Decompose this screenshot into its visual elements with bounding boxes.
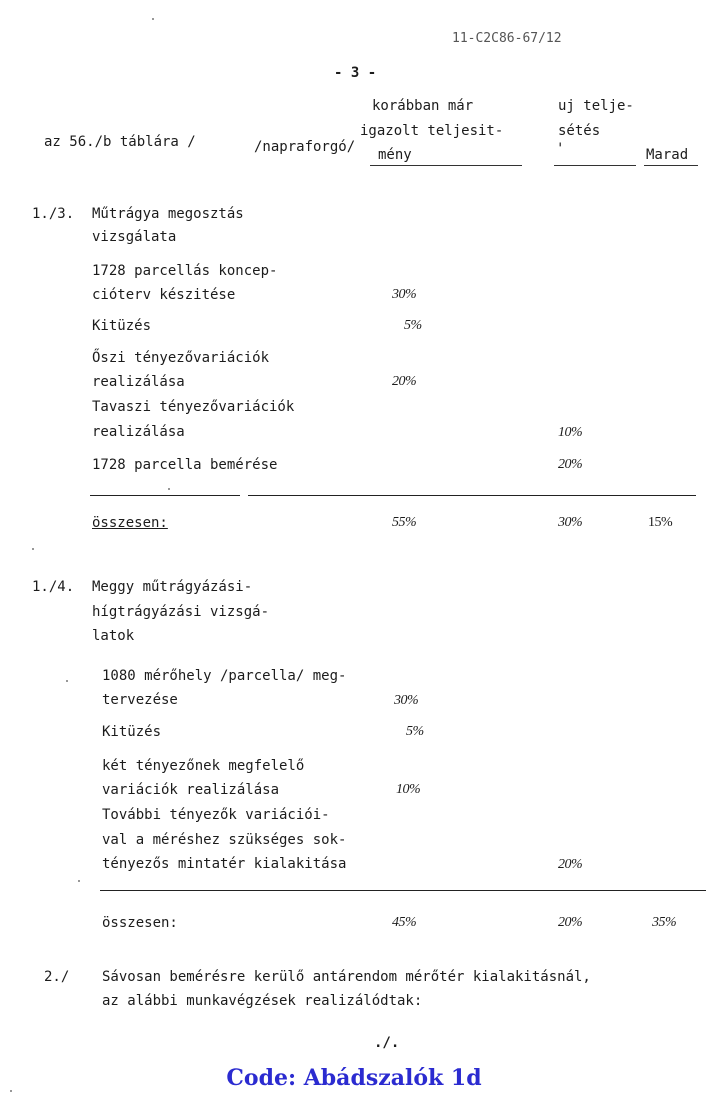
table-row-label: tényezős mintatér kialakitása [102, 856, 347, 872]
scan-speck [78, 880, 80, 882]
col-new-line-1: uj telje- [558, 98, 634, 114]
row-new-value: 20% [558, 457, 583, 472]
section-1-3-total-previous: 55% [392, 515, 417, 530]
section-1-3-total-rule [90, 495, 240, 496]
scan-speck [66, 680, 68, 682]
col-remaining-underline [644, 165, 698, 166]
section-1-3-total-new: 30% [558, 515, 583, 530]
table-row-label: két tényezőnek megfelelő [102, 758, 305, 774]
table-reference: az 56./b táblára / [44, 134, 196, 150]
section-1-4-title: hígtrágyázási vizsgá- [92, 604, 270, 620]
section-2-text: az alábbi munkavégzések realizálódtak: [102, 993, 423, 1009]
table-row-label: 1728 parcellás koncep- [92, 263, 278, 279]
section-1-4-total-remaining: 35% [652, 915, 677, 930]
col-remaining-header: Marad [646, 147, 689, 163]
table-row-label: 1080 mérőhely /parcella/ meg- [102, 668, 347, 684]
col-new-line-3: ' [556, 141, 565, 157]
scan-speck [32, 548, 34, 550]
section-2-text: Sávosan bemérésre kerülő antárendom mérőtér kialakitásnál, [102, 969, 591, 985]
table-row-label: cióterv készitése [92, 287, 236, 303]
row-previous-value: 5% [404, 318, 422, 333]
section-1-4-number: 1./4. [32, 579, 75, 595]
table-row-label: tervezése [102, 692, 178, 708]
continuation-mark: ./. [374, 1035, 400, 1051]
reference-number: 11-C2C86-67/12 [452, 31, 562, 46]
table-row-label: variációk realizálása [102, 782, 280, 798]
table-row-label: Őszi tényezővariációk [92, 350, 270, 366]
section-1-3-total-remaining: 15% [648, 515, 673, 530]
row-new-value: 10% [558, 425, 583, 440]
table-row-label: Kitüzés [92, 318, 152, 334]
section-1-3-total-rule [248, 495, 696, 496]
table-row-label: Tavaszi tényezővariációk [92, 399, 295, 415]
row-new-value: 20% [558, 857, 583, 872]
table-row-label: realizálása [92, 424, 185, 440]
scan-speck [10, 1090, 12, 1092]
section-1-4-total-previous: 45% [392, 915, 417, 930]
col-previous-line-2: igazolt teljesit- [360, 123, 504, 139]
section-1-3-total-label: összesen: [92, 515, 168, 531]
scan-speck [152, 18, 154, 20]
table-row-label: Kitüzés [102, 724, 162, 740]
scan-speck [168, 488, 170, 490]
section-1-4-total-rule [100, 890, 706, 891]
table-row-label: További tényezők variációi- [102, 807, 330, 823]
table-row-label: 1728 parcella bemérése [92, 457, 278, 473]
row-previous-value: 20% [392, 374, 417, 389]
row-previous-value: 30% [392, 287, 417, 302]
code-label: Code: Abádszalók 1d [226, 1065, 482, 1091]
section-1-4-title: latok [92, 628, 135, 644]
page-number: - 3 - [334, 65, 377, 81]
table-row-label: val a méréshez szükséges sok- [102, 832, 347, 848]
section-1-4-title: Meggy műtrágyázási- [92, 579, 253, 595]
col-new-underline [554, 165, 636, 166]
row-previous-value: 30% [394, 693, 419, 708]
col-previous-line-3: mény [378, 147, 412, 163]
table-row-label: realizálása [92, 374, 185, 390]
section-1-4-total-new: 20% [558, 915, 583, 930]
row-previous-value: 10% [396, 782, 421, 797]
section-1-3-title: Műtrágya megosztás [92, 206, 244, 222]
section-2-number: 2./ [44, 969, 70, 985]
col-new-line-2: sétés [558, 123, 601, 139]
section-1-3-number: 1./3. [32, 206, 75, 222]
col-previous-line-1: korábban már [372, 98, 474, 114]
col-previous-underline [370, 165, 522, 166]
section-1-4-total-label: összesen: [102, 915, 178, 931]
row-previous-value: 5% [406, 724, 424, 739]
section-1-3-title: vizsgálata [92, 229, 177, 245]
crop-name: /napraforgó/ [254, 139, 356, 155]
